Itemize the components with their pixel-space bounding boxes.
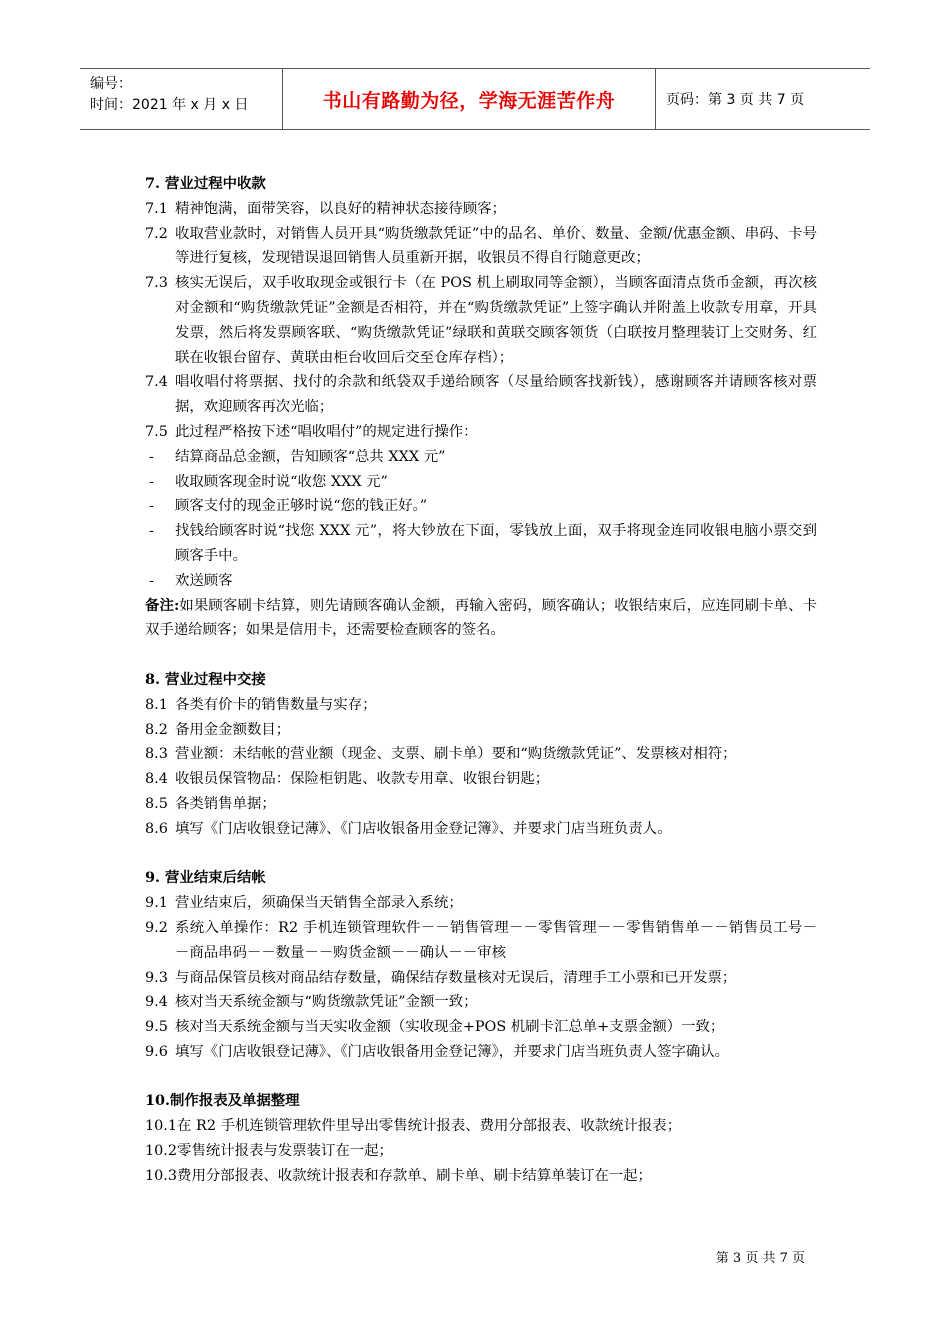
- section-9: [145, 866, 817, 1064]
- item-text: 精神饱满，面带笑容，以良好的精神状态接待顾客；: [175, 200, 506, 217]
- list-item: [145, 718, 817, 743]
- header-meta: [80, 69, 283, 129]
- item-number: 9.2: [145, 919, 168, 936]
- bullet-item: [145, 519, 817, 569]
- item-number: 8.5: [145, 795, 168, 812]
- item-number: 8.3: [145, 746, 168, 763]
- list-item: [145, 990, 817, 1015]
- item-text: 零售统计报表与发票装订在一起；: [177, 1143, 393, 1160]
- item-text: 填写《门店收银登记薄》、《门店收银备用金登记簿》、并要求门店当班负责人。: [175, 820, 672, 837]
- list-item: [145, 1139, 817, 1164]
- dash-bullet: -: [149, 572, 154, 589]
- item-number: 9.3: [145, 969, 168, 986]
- bullet-item: [145, 569, 817, 594]
- bullet-text: 顾客支付的现金正够时说“您的钱正好。”: [175, 498, 428, 515]
- item-text: 营业额：未结帐的营业额（现金、支票、刷卡单）要和“购货缴款凭证”、发票核对相符；: [175, 746, 737, 763]
- item-text: 填写《门店收银登记薄》、《门店收银备用金登记簿》，并要求门店当班负责人签字确认。: [175, 1043, 730, 1060]
- item-number: 7.5: [145, 423, 168, 440]
- item-number: 9.6: [145, 1043, 168, 1060]
- list-item: [145, 222, 817, 272]
- item-text: 在 R2 手机连锁管理软件里导出零售统计报表、费用分部报表、收款统计报表；: [177, 1118, 682, 1135]
- item-number: 7.4: [145, 374, 168, 391]
- document-number: 编号：: [90, 76, 132, 92]
- item-number: 8.1: [145, 696, 168, 713]
- section-title: 7. 营业过程中收款: [145, 175, 266, 192]
- header-motto-cell: [283, 69, 656, 129]
- item-text: 各类销售单据；: [175, 795, 276, 812]
- dash-bullet: -: [149, 523, 154, 540]
- item-text: 收取营业款时，对销售人员开具“购货缴款凭证”中的品名、单价、数量、金额/优惠金额、串码、卡号等进行复核，发现错误退回销售人员重新开据，收银员不得自行随意更改；: [175, 225, 817, 267]
- section-7: [145, 172, 817, 643]
- item-text: 与商品保管员核对商品结存数量，确保结存数量核对无误后，清理手工小票和已开发票；: [175, 969, 737, 986]
- note-label: 备注:: [145, 596, 180, 614]
- list-item: [145, 693, 817, 718]
- bullet-text: 收取顾客现金时说“收您 XXX 元”: [175, 473, 388, 490]
- list-item: [145, 817, 817, 842]
- note-text: 如果顾客刷卡结算，则先请顾客确认金额，再输入密码，顾客确认；收银结束后，应连同刷卡单、卡双手递给顾客；如果是信用卡，还需要检查顾客的签名。: [145, 597, 818, 639]
- list-item: [145, 420, 817, 445]
- item-number: 7.3: [145, 275, 168, 292]
- section-title: 8. 营业过程中交接: [145, 670, 266, 688]
- item-text: 营业结束后，须确保当天销售全部录入系统；: [175, 895, 463, 912]
- list-item: [145, 1164, 817, 1189]
- item-text: 收银员保管物品：保险柜钥匙、收款专用章、收银台钥匙；: [175, 771, 550, 788]
- note-paragraph: [145, 594, 817, 644]
- dash-bullet: -: [149, 498, 154, 515]
- item-number: 10.3: [145, 1167, 178, 1184]
- header-page-info: 页码：第 3 页 共 7 页: [666, 92, 805, 108]
- item-text: 唱收唱付将票据、找付的余款和纸袋双手递给顾客（尽量给顾客找新钱），感谢顾客并请顾客核对票据，欢迎顾客再次光临；: [175, 374, 817, 416]
- item-number: 7.1: [145, 200, 168, 217]
- item-text: 核对当天系统金额与当天实收金额（实收现金+POS 机刷卡汇总单+支票金额）一致；: [175, 1019, 725, 1036]
- dash-bullet: -: [149, 473, 154, 490]
- item-text: 核对当天系统金额与“购货缴款凭证”金额一致；: [175, 994, 478, 1011]
- list-item: [145, 197, 817, 222]
- item-text: 费用分部报表、收款统计报表和存款单、刷卡单、刷卡结算单装订在一起；: [177, 1167, 652, 1184]
- item-number: 8.2: [145, 721, 168, 738]
- item-number: 9.4: [145, 994, 168, 1011]
- list-item: [145, 966, 817, 991]
- item-number: 8.6: [145, 820, 168, 837]
- list-item: [145, 891, 817, 916]
- page-footer: 第 3 页 共 7 页: [715, 1251, 805, 1266]
- page-header: [80, 68, 870, 130]
- list-item: [145, 370, 817, 420]
- section-10: [145, 1089, 817, 1188]
- item-text: 核实无误后，双手收取现金或银行卡（在 POS 机上刷取同等金额），当顾客面清点货币金额，再次核对金额和“购货缴款凭证”金额是否相符，并在“购货缴款凭证”上签字确认并附盖上收款专用章，开具发票，然后将发票顾客联、“购货缴款凭证”绿联和黄联交顾客领货（白联按月整理装订上交财务、红联在收银台留存、黄联由柜台收回后交至仓库存档）；: [175, 275, 817, 366]
- document-body: [145, 172, 817, 1213]
- dash-bullet: -: [149, 448, 154, 465]
- item-text: 此过程严格按下述“唱收唱付”的规定进行操作：: [175, 423, 478, 440]
- list-item: [145, 1114, 817, 1139]
- section-title: 10.制作报表及单据整理: [145, 1092, 300, 1110]
- bullet-item: [145, 494, 817, 519]
- list-item: [145, 792, 817, 817]
- item-number: 9.1: [145, 895, 168, 912]
- bullet-text: 结算商品总金额，告知顾客“总共 XXX 元”: [175, 448, 446, 465]
- bullet-text: 找钱给顾客时说“找您 XXX 元”，将大钞放在下面，零钱放上面，双手将现金连同收银电脑小票交到顾客手中。: [175, 523, 817, 564]
- document-date: 时间：2021 年 x 月 x 日: [90, 97, 249, 113]
- header-motto: 书山有路勤为径，学海无涯苦作舟: [322, 89, 616, 112]
- item-number: 7.2: [145, 225, 168, 242]
- section-8: [145, 668, 817, 842]
- item-number: 10.1: [145, 1118, 178, 1135]
- bullet-item: [145, 470, 817, 495]
- item-number: 9.5: [145, 1019, 168, 1036]
- list-item: [145, 1040, 817, 1065]
- item-text: 系统入单操作：R2 手机连锁管理软件－－销售管理－－零售管理－－零售销售单－－销售员工号－－商品串码－－数量－－购货金额－－确认－－审核: [175, 919, 817, 961]
- list-item: [145, 742, 817, 767]
- list-item: [145, 271, 817, 370]
- item-text: 各类有价卡的销售数量与实存；: [175, 696, 377, 713]
- list-item: [145, 1015, 817, 1040]
- item-number: 8.4: [145, 771, 168, 788]
- bullet-item: [145, 445, 817, 470]
- section-title: 9. 营业结束后结帐: [145, 869, 266, 887]
- item-number: 10.2: [145, 1143, 178, 1160]
- item-text: 备用金金额数目；: [175, 721, 291, 738]
- bullet-text: 欢送顾客: [175, 572, 233, 589]
- list-item: [145, 767, 817, 792]
- list-item: [145, 916, 817, 966]
